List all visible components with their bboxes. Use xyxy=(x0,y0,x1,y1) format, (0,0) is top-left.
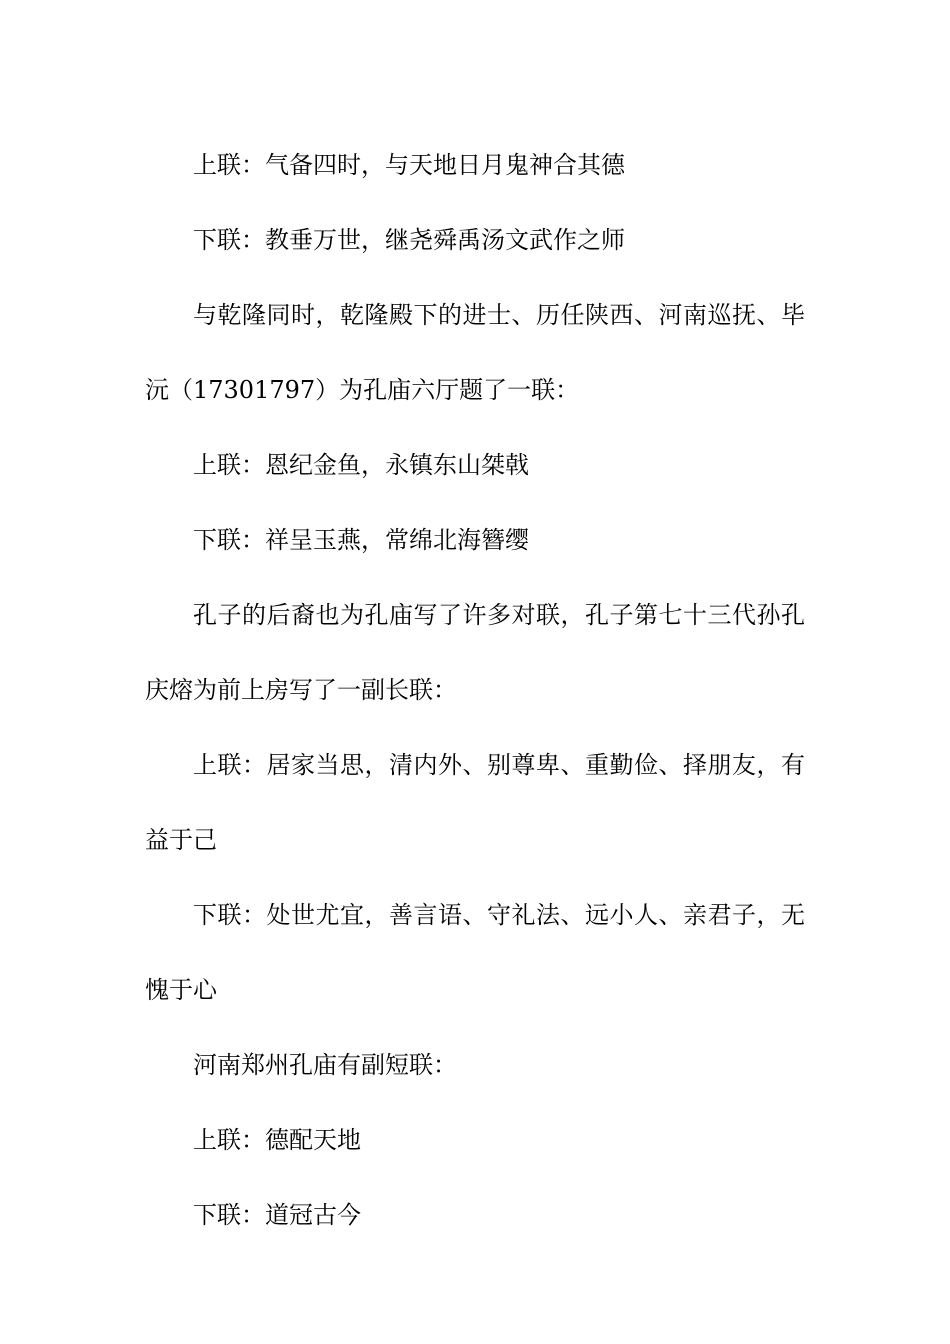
paragraph-upper-couplet-1: 上联：气备四时，与天地日月鬼神合其德 xyxy=(193,151,625,179)
paragraph-lower-couplet-3: 下联：处世尤宜，善言语、守礼法、远小人、亲君子，无愧于心 xyxy=(145,901,805,1004)
paragraph-upper-couplet-4: 上联：德配天地 xyxy=(193,1126,361,1154)
paragraph-descendants-intro: 孔子的后裔也为孔庙写了许多对联，孔子第七十三代孙孔庆熔为前上房写了一副长联： xyxy=(145,601,805,704)
paragraph-bi-yuan-intro: 与乾隆同时，乾隆殿下的进士、历任陕西、河南巡抚、毕沅（17301797）为孔庙六厅题了一联： xyxy=(145,301,805,404)
paragraph-lower-couplet-4: 下联：道冠古今 xyxy=(193,1201,361,1229)
paragraph-upper-couplet-3: 上联：居家当思，清内外、别尊卑、重勤俭、择朋友，有益于己 xyxy=(145,751,805,854)
paragraph-upper-couplet-2: 上联：恩纪金鱼，永镇东山桀戟 xyxy=(193,451,529,479)
paragraph-zhengzhou-intro: 河南郑州孔庙有副短联： xyxy=(193,1051,457,1079)
paragraph-lower-couplet-2: 下联：祥呈玉燕，常绵北海簪缨 xyxy=(193,526,529,554)
paragraph-lower-couplet-1: 下联：教垂万世，继尧舜禹汤文武作之师 xyxy=(193,226,625,254)
document-body xyxy=(145,128,805,1253)
